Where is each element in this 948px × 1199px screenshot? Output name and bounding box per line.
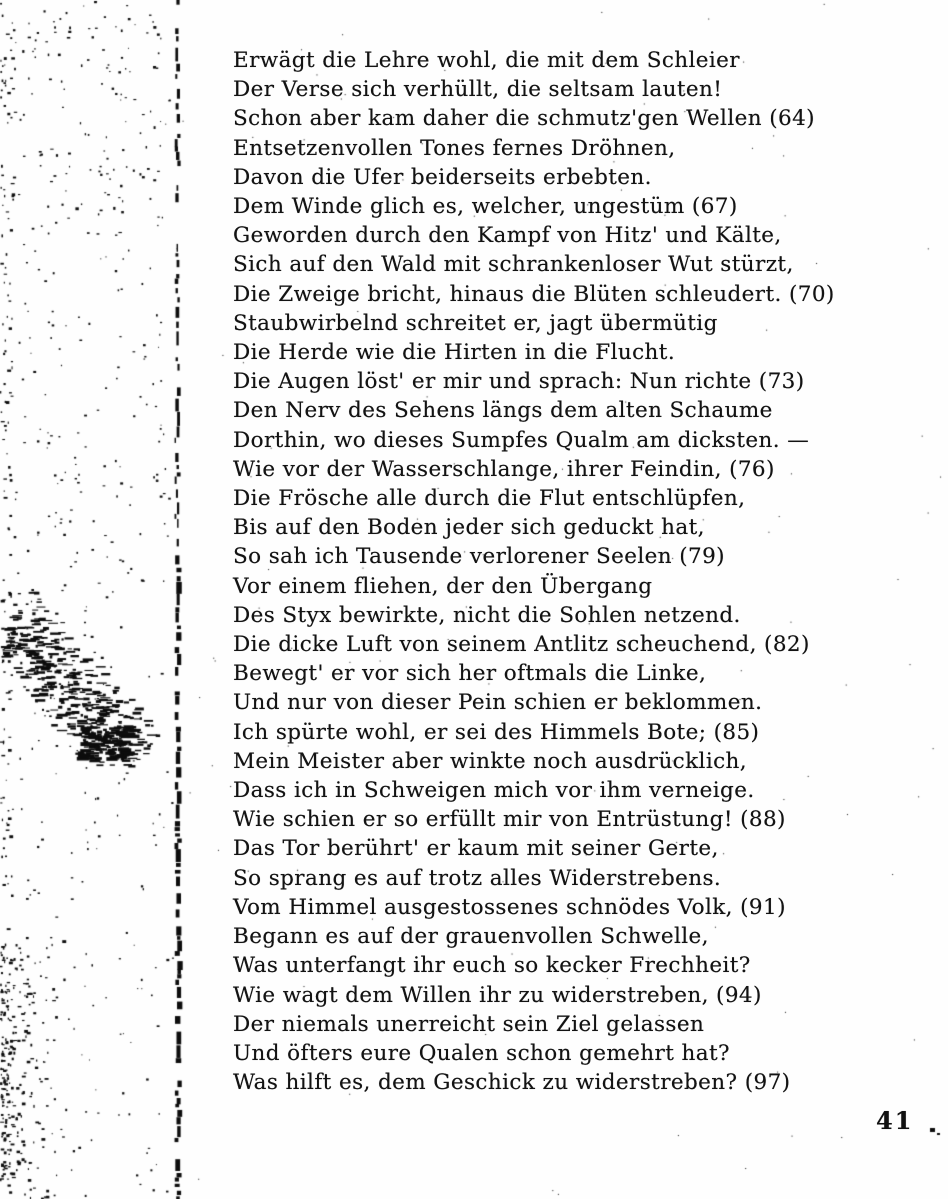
poem-line: Begann es auf der grauenvollen Schwelle,: [233, 924, 709, 950]
poem-line: So sprang es auf trotz alles Widerstrebens.: [233, 865, 722, 891]
poem-line: Wie schien er so erfüllt mir von Entrüstung! (88): [233, 807, 786, 833]
page-number: 41: [876, 1106, 914, 1135]
poem-line: Was unterfangt ihr euch so kecker Frechheit?: [233, 953, 751, 979]
poem-line: Schon aber kam daher die schmutz'gen Wellen (64): [233, 106, 815, 132]
poem-text: [233, 46, 835, 1097]
poem-line: Mein Meister aber winkte noch ausdrücklich,: [233, 748, 748, 774]
poem-line: Der Verse sich verhüllt, die seltsam lauten!: [233, 77, 723, 103]
poem-line: Dem Winde glich es, welcher, ungestüm (67): [233, 194, 738, 220]
poem-line: Sich auf den Wald mit schrankenloser Wut stürzt,: [233, 252, 794, 278]
poem-line: Entsetzenvollen Tones fernes Dröhnen,: [233, 135, 676, 161]
poem-line: Dorthin, wo dieses Sumpfes Qualm am dicksten. —: [233, 427, 810, 453]
poem-line: Die Augen löst' er mir und sprach: Nun richte (73): [233, 369, 805, 395]
poem-line: Der niemals unerreicht sein Ziel gelassen: [233, 1011, 705, 1037]
poem-line: Ich spürte wohl, er sei des Himmels Bote; (85): [233, 719, 760, 745]
poem-line: Was hilft es, dem Geschick zu widerstreben? (97): [233, 1070, 791, 1096]
poem-line: So sah ich Tausende verlorener Seelen (79): [233, 544, 725, 570]
poem-line: Bis auf den Boden jeder sich geduckt hat,: [233, 515, 705, 541]
poem-line: Bewegt' er vor sich her oftmals die Linke,: [233, 661, 707, 687]
poem-line: Die Herde wie die Hirten in die Flucht.: [233, 340, 676, 366]
poem-line: Geworden durch den Kampf von Hitz' und Kälte,: [233, 223, 782, 249]
poem-line: Erwägt die Lehre wohl, die mit dem Schleier: [233, 48, 740, 73]
poem-line: Vor einem fliehen, der den Übergang: [233, 573, 653, 599]
poem-line: Wie vor der Wasserschlange, ihrer Feindin, (76): [233, 456, 775, 482]
poem-line: Und öfters eure Qualen schon gemehrt hat?: [233, 1040, 730, 1066]
poem-line: Davon die Ufer beiderseits erbebten.: [233, 164, 652, 190]
poem-line: Die Zweige bricht, hinaus die Blüten schleudert. (70): [233, 281, 835, 307]
poem-line: Den Nerv des Sehens längs dem alten Schaume: [233, 398, 773, 424]
poem-line: Wie wagt dem Willen ihr zu widerstreben, (94): [233, 982, 762, 1008]
poem-line: Dass ich in Schweigen mich vor ihm verneige.: [233, 778, 755, 804]
poem-line: Und nur von dieser Pein schien er beklommen.: [233, 690, 763, 716]
poem-line: Die Frösche alle durch die Flut entschlüpfen,: [233, 486, 746, 512]
poem-line: Das Tor berührt' er kaum mit seiner Gerte,: [233, 836, 719, 862]
poem-line: Vom Himmel ausgestossenes schnödes Volk, (91): [233, 894, 786, 920]
poem-line: Staubwirbelnd schreitet er, jagt übermütig: [233, 310, 718, 336]
poem-line: Die dicke Luft von seinem Antlitz scheuchend, (82): [233, 632, 810, 658]
poem-line: Des Styx bewirkte, nicht die Sohlen netzend.: [233, 602, 741, 628]
